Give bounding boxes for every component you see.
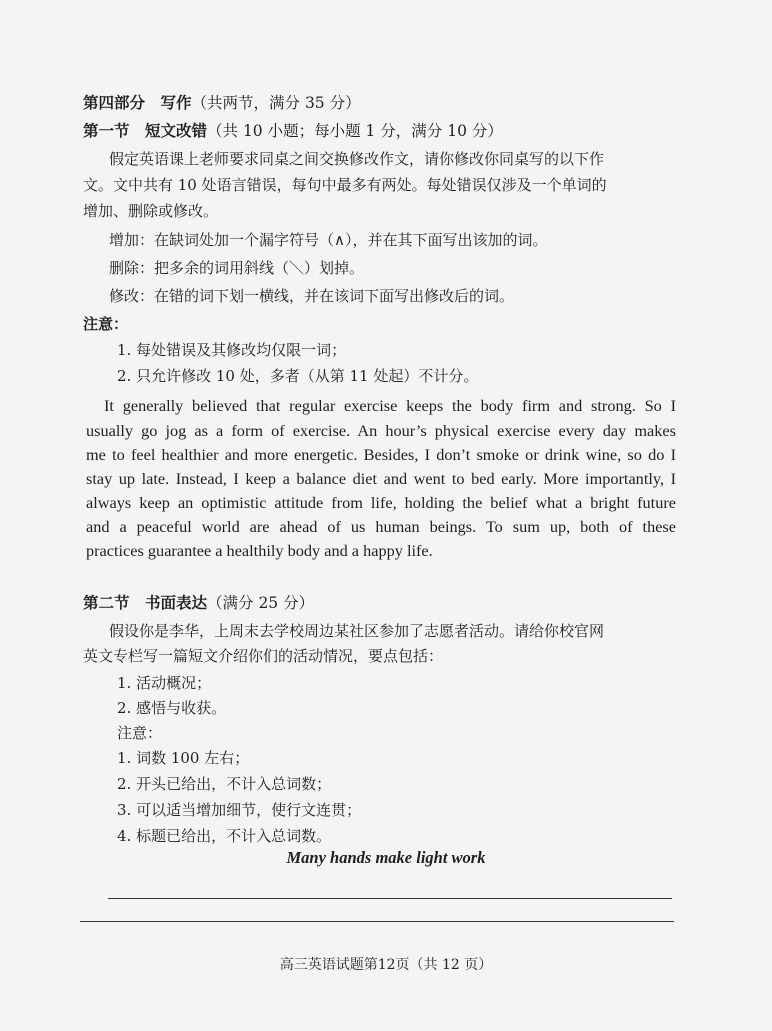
part4-heading bbox=[83, 92, 361, 114]
essay-title: Many hands make light work bbox=[286, 848, 486, 867]
section2-notice-item-3: 3. 可以适当增加细节，使行文连贯； bbox=[117, 801, 362, 819]
section2-notice-label: 注意： bbox=[117, 724, 163, 742]
section1-heading bbox=[83, 120, 503, 142]
section1-intro-line-1: 假定英语课上老师要求同桌之间交换修改作文，请你修改你同桌写的以下作 bbox=[109, 150, 605, 168]
passage-line-2: usually go jog as a form of exercise. An hour’s physical exercise every day makes bbox=[86, 421, 676, 440]
section1-notice-label: 注意： bbox=[83, 315, 129, 333]
section2-notice-item-2: 2. 开头已给出，不计入总词数； bbox=[117, 775, 332, 793]
passage-line-6: and a peaceful world are ahead of us human beings. To sum up, both of these bbox=[86, 517, 676, 536]
section2-intro-line-2: 英文专栏写一篇短文介绍你们的活动情况，要点包括： bbox=[83, 647, 444, 665]
section2-notice-item-1: 1. 词数 100 左右； bbox=[117, 749, 250, 767]
passage-line-7: practices guarantee a healthily body and a happy life. bbox=[86, 541, 433, 560]
section2-heading bbox=[83, 592, 314, 614]
section1-intro-line-3: 增加、删除或修改。 bbox=[83, 202, 219, 220]
passage-line-4: stay up late. Instead, I keep a balance diet and went to bed early. More importantly, I bbox=[86, 469, 676, 488]
answer-line-2 bbox=[80, 921, 674, 922]
answer-line-1 bbox=[108, 898, 672, 899]
passage-line-3: me to feel healthier and more energetic. Besides, I don’t smoke or drink wine, so do I bbox=[86, 445, 676, 464]
section2-intro-line-1: 假设你是李华，上周末去学校周边某社区参加了志愿者活动。请给你校官网 bbox=[109, 622, 605, 640]
rule-add: 增加：在缺词处加一个漏字符号（∧），并在其下面写出该加的词。 bbox=[109, 231, 548, 249]
rule-delete: 删除：把多余的词用斜线（＼）划掉。 bbox=[109, 259, 365, 277]
part4-title: 第四部分 写作 bbox=[83, 93, 192, 112]
section1-intro-line-2: 文。文中共有 10 处语言错误，每句中最多有两处。每处错误仅涉及一个单词的 bbox=[83, 176, 607, 194]
section2-point-1: 1. 活动概况； bbox=[117, 674, 212, 692]
section1-note: （共 10 小题；每小题 1 分，满分 10 分） bbox=[207, 122, 503, 140]
section1-notice-item-2: 2. 只允许修改 10 处，多者（从第 11 处起）不计分。 bbox=[117, 367, 479, 385]
passage-line-5: always keep an optimistic attitude from life, holding the belief what a bright future bbox=[86, 493, 676, 512]
section2-notice-item-4: 4. 标题已给出，不计入总词数。 bbox=[117, 827, 332, 845]
rule-modify: 修改：在错的词下划一横线，并在该词下面写出修改后的词。 bbox=[109, 287, 515, 305]
section1-notice-item-1: 1. 每处错误及其修改均仅限一词； bbox=[117, 341, 347, 359]
passage-line-1: It generally believed that regular exercise keeps the body firm and strong. So I bbox=[104, 396, 676, 415]
section2-title: 第二节 书面表达 bbox=[83, 593, 208, 612]
page-footer: 高三英语试题第12页（共 12 页） bbox=[279, 957, 493, 973]
section2-point-2: 2. 感悟与收获。 bbox=[117, 699, 227, 717]
section1-title: 第一节 短文改错 bbox=[83, 121, 208, 140]
section2-note: （满分 25 分） bbox=[207, 594, 315, 612]
part4-note: （共两节，满分 35 分） bbox=[191, 94, 361, 112]
